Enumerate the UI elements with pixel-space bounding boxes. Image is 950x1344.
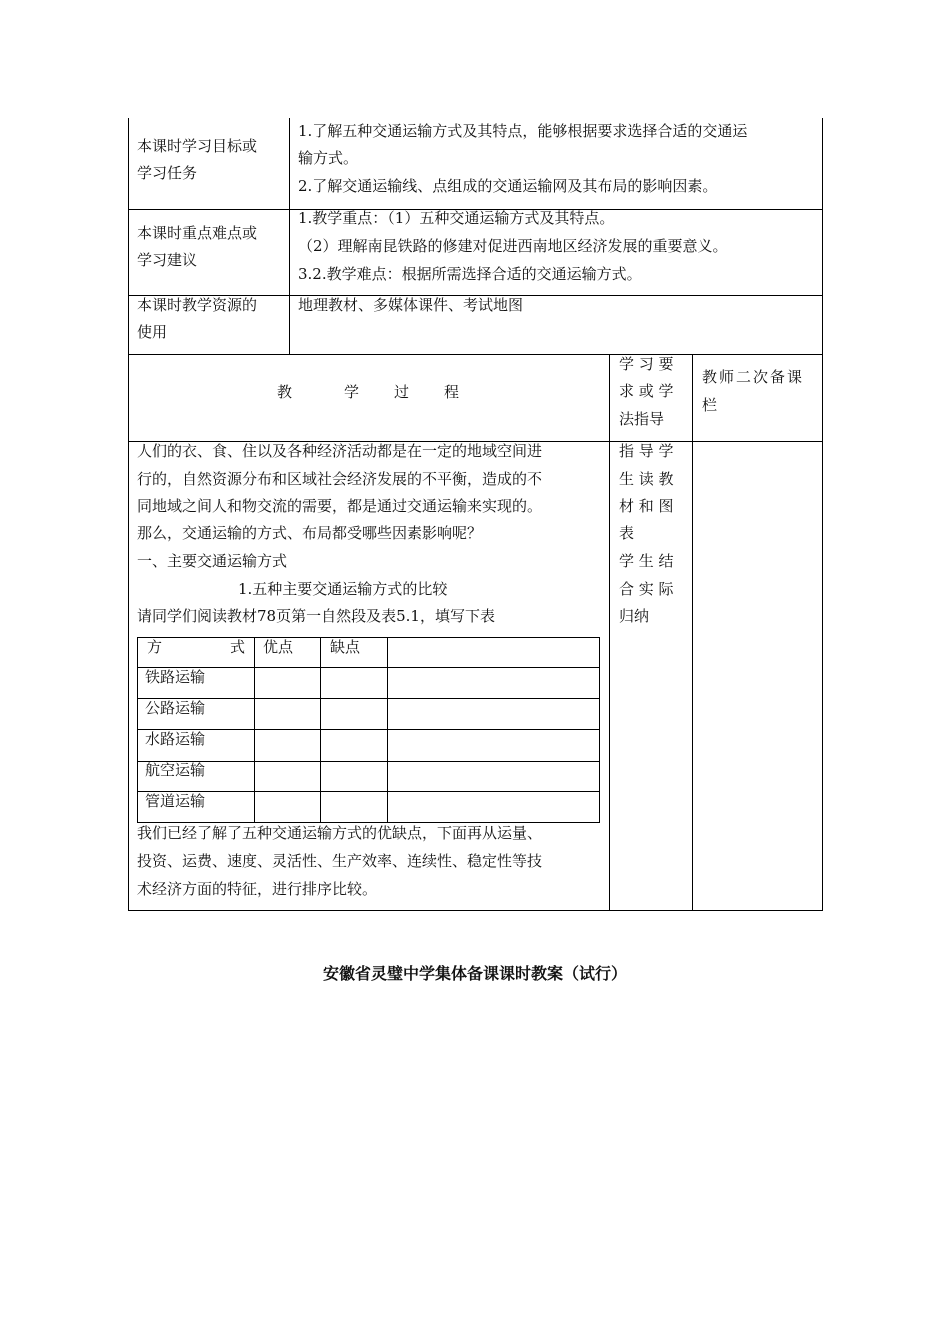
table-border <box>609 354 610 911</box>
process-title-char-3: 过 <box>394 383 410 401</box>
instruction-text: 请同学们阅读教材78页第一自然段及表5.1，填写下表 <box>137 607 495 625</box>
teacher-header-line-2: 栏 <box>702 396 718 414</box>
subsection-title: 1.五种主要交通运输方式的比较 <box>238 580 448 598</box>
table-row-railway: 铁路运输 <box>145 668 206 686</box>
guide-header-line-1: 学 习 要 <box>619 355 674 373</box>
closing-line-3: 术经济方面的特征，进行排序比较。 <box>137 880 378 898</box>
guide-line-2: 生 读 教 <box>619 470 674 488</box>
teacher-header-line-1: 教师二次备课 <box>702 368 805 386</box>
objectives-content-line-1: 1.了解五种交通运输方式及其特点，能够根据要求选择合适的交通运 <box>298 122 748 140</box>
table-row-pipeline: 管道运输 <box>145 792 206 810</box>
intro-line-2: 行的，自然资源分布和区域社会经济发展的不平衡，造成的不 <box>137 470 543 488</box>
guide-line-7: 归纳 <box>619 607 650 625</box>
process-title-char-2: 学 <box>344 383 360 401</box>
table-row-waterway: 水路运输 <box>145 730 206 748</box>
resources-content: 地理教材、多媒体课件、考试地图 <box>298 296 524 314</box>
keypoints-content-line-1: 1.教学重点：（1）五种交通运输方式及其特点。 <box>298 209 615 227</box>
keypoints-label-line-1: 本课时重点难点或 <box>137 224 258 242</box>
table-border <box>128 910 823 911</box>
table-border <box>128 118 129 911</box>
guide-header-line-3: 法指导 <box>619 410 665 428</box>
intro-line-1: 人们的衣、食、住以及各种经济活动都是在一定的地域空间进 <box>137 442 543 460</box>
guide-line-4: 表 <box>619 524 635 542</box>
table-header-mode-right: 式 <box>230 638 246 656</box>
guide-line-6: 合 实 际 <box>619 580 674 598</box>
guide-header-line-2: 求 或 学 <box>619 382 674 400</box>
keypoints-label-line-2: 学习建议 <box>137 251 198 269</box>
footer-title: 安徽省灵璧中学集体备课课时教案（试行） <box>322 964 627 983</box>
keypoints-content-line-3: 3.2.教学难点：根据所需选择合适的交通运输方式。 <box>298 265 642 283</box>
guide-line-3: 材 和 图 <box>619 497 674 515</box>
section-title: 一、主要交通运输方式 <box>137 552 288 570</box>
intro-line-4: 那么，交通运输的方式、布局都受哪些因素影响呢？ <box>137 524 483 542</box>
table-border <box>289 118 290 354</box>
closing-line-2: 投资、运费、速度、灵活性、生产效率、连续性、稳定性等技 <box>137 852 543 870</box>
table-header-disadvantages: 缺点 <box>330 638 361 656</box>
table-header-advantages: 优点 <box>263 638 294 656</box>
guide-line-1: 指 导 学 <box>619 442 674 460</box>
process-title-char-1: 教 <box>277 383 293 401</box>
table-border <box>692 354 693 911</box>
resources-label-line-1: 本课时教学资源的 <box>137 296 258 314</box>
table-row-highway: 公路运输 <box>145 699 206 717</box>
process-title-char-4: 程 <box>444 383 460 401</box>
objectives-label-line-1: 本课时学习目标或 <box>137 137 258 155</box>
table-border <box>822 118 823 911</box>
objectives-label-line-2: 学习任务 <box>137 164 198 182</box>
closing-line-1: 我们已经了解了五种交通运输方式的优缺点，下面再从运量、 <box>137 824 543 842</box>
table-border <box>128 354 823 355</box>
guide-line-5: 学 生 结 <box>619 552 674 570</box>
table-header-mode-left: 方 <box>147 638 163 656</box>
table-row-aviation: 航空运输 <box>145 761 206 779</box>
intro-line-3: 同地域之间人和物交流的需要，都是通过交通运输来实现的。 <box>137 497 543 515</box>
objectives-content-line-3: 2.了解交通运输线、点组成的交通运输网及其布局的影响因素。 <box>298 177 718 195</box>
keypoints-content-line-2: （2）理解南昆铁路的修建对促进西南地区经济发展的重要意义。 <box>298 237 728 255</box>
objectives-content-line-2: 输方式。 <box>298 149 359 167</box>
resources-label-line-2: 使用 <box>137 323 168 341</box>
